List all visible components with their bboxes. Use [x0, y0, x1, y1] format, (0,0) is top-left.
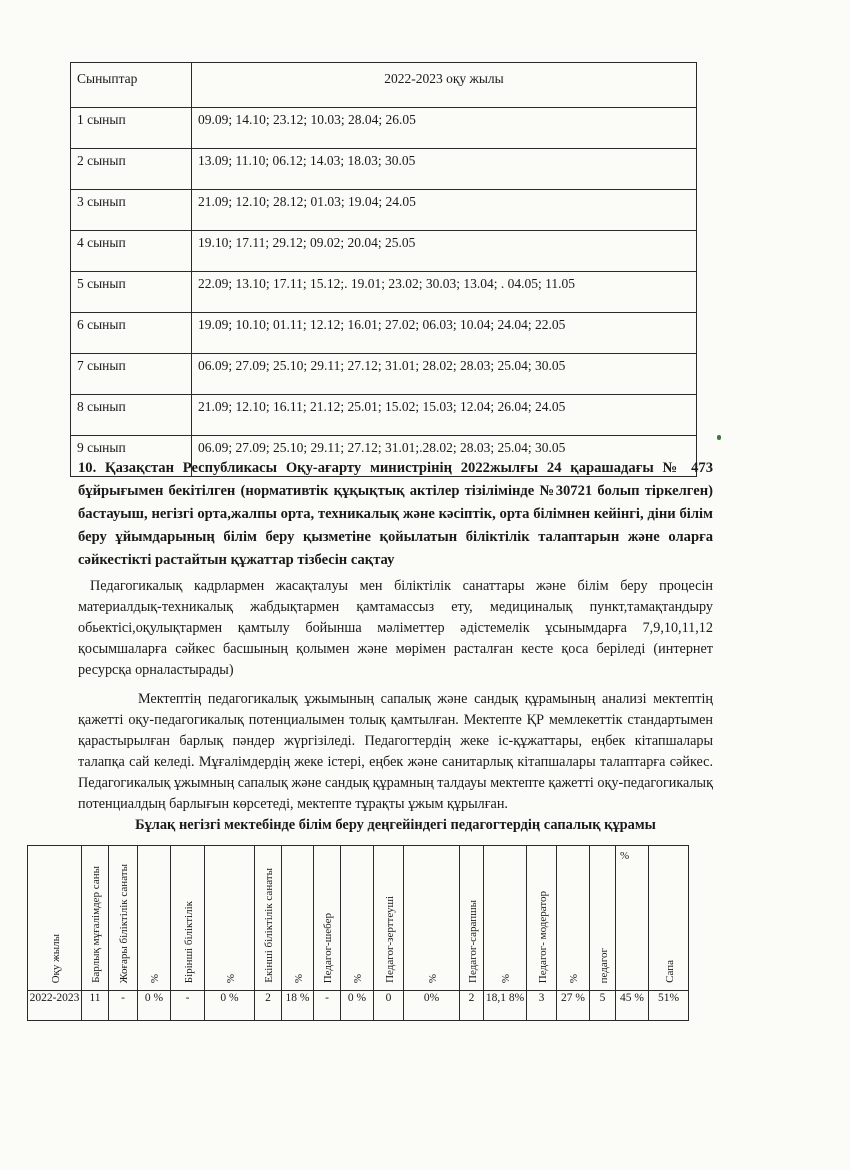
staff-header-row: [28, 846, 689, 991]
schedule-row: [71, 395, 697, 436]
cell-percent: 0 %: [205, 991, 255, 1021]
cell-researcher: 0: [374, 991, 404, 1021]
cell-expert: 2: [460, 991, 484, 1021]
header-moderator: Педагог- модератор: [527, 846, 557, 991]
cell-total: 11: [82, 991, 109, 1021]
dates-cell: 21.09; 12.10; 16.11; 21.12; 25.01; 15.02; 15.03; 12.04; 26.04; 24.05: [192, 395, 697, 436]
grade-cell: 9 сынып: [71, 436, 192, 477]
cell-year: 2022-2023: [28, 991, 82, 1021]
header-percent: %: [205, 846, 255, 991]
staff-data-row: [28, 991, 689, 1021]
cell-percent: 18 %: [282, 991, 314, 1021]
cell-percent: 18,1 8%: [484, 991, 527, 1021]
header-year: Оқу жылы: [28, 846, 82, 991]
header-percent: %: [616, 846, 649, 991]
header-percent: %: [484, 846, 527, 991]
schedule-header-year: 2022-2023 оқу жылы: [192, 63, 697, 108]
schedule-table: [70, 62, 697, 477]
schedule-header-row: [71, 63, 697, 108]
grade-cell: 2 сынып: [71, 149, 192, 190]
schedule-row: [71, 190, 697, 231]
schedule-row: [71, 272, 697, 313]
grade-cell: 8 сынып: [71, 395, 192, 436]
cell-percent: 0 %: [341, 991, 374, 1021]
dates-cell: 13.09; 11.10; 06.12; 14.03; 18.03; 30.05: [192, 149, 697, 190]
schedule-row: [71, 149, 697, 190]
cell-percent: 0%: [404, 991, 460, 1021]
grade-cell: 3 сынып: [71, 190, 192, 231]
header-total-teachers: Барлық мұғалімдер саны: [82, 846, 109, 991]
dates-cell: 19.10; 17.11; 29.12; 09.02; 20.04; 25.05: [192, 231, 697, 272]
header-expert: Педагог-сарапшы: [460, 846, 484, 991]
header-percent: %: [282, 846, 314, 991]
grade-cell: 4 сынып: [71, 231, 192, 272]
cell-highest: -: [109, 991, 138, 1021]
dates-cell: 06.09; 27.09; 25.10; 29.11; 27.12; 31.01; 28.02; 28.03; 25.04; 30.05: [192, 354, 697, 395]
dates-cell: 09.09; 14.10; 23.12; 10.03; 28.04; 26.05: [192, 108, 697, 149]
cell-percent: 0 %: [138, 991, 171, 1021]
header-teacher: педагог: [590, 846, 616, 991]
dates-cell: 21.09; 12.10; 28.12; 01.03; 19.04; 24.05: [192, 190, 697, 231]
dates-cell: 19.09; 10.10; 01.11; 12.12; 16.01; 27.02; 06.03; 10.04; 24.04; 22.05: [192, 313, 697, 354]
cell-percent: 27 %: [557, 991, 590, 1021]
header-quality: Сапа: [649, 846, 689, 991]
grade-cell: 7 сынып: [71, 354, 192, 395]
header-percent: %: [341, 846, 374, 991]
grade-cell: 6 сынып: [71, 313, 192, 354]
grade-cell: 1 сынып: [71, 108, 192, 149]
cell-first: -: [171, 991, 205, 1021]
dates-cell: 06.09; 27.09; 25.10; 29.11; 27.12; 31.01;.28.02; 28.03; 25.04; 30.05: [192, 436, 697, 477]
header-highest-category: Жоғары біліктілік санаты: [109, 846, 138, 991]
schedule-row: [71, 313, 697, 354]
section-10: [78, 457, 713, 834]
header-master-teacher: Педагог-шебер: [314, 846, 341, 991]
cell-quality: 51%: [649, 991, 689, 1021]
cell-percent: 45 %: [616, 991, 649, 1021]
cell-master: -: [314, 991, 341, 1021]
cell-teacher: 5: [590, 991, 616, 1021]
header-percent: %: [557, 846, 590, 991]
schedule-row: [71, 231, 697, 272]
header-percent: %: [404, 846, 460, 991]
paragraph-staffing: Педагогикалық кадрлармен жасақталуы мен біліктілік санаттары және білім беру процесін материалдық-техникалық жабдықтармен қамтамассыз ету, медициналық пункт,тамақтандыру обьектісі,оқулықтармен қамтылу бойынша мәліметтер әдістемелік ұсынымдарға 7,9,10,11,12 қосымшаларға сәйкес басшының қолымен және мөрімен расталған кесте қоса беріледі (интернет ресурсқа орналастырады): [78, 578, 713, 678]
schedule-row: [71, 108, 697, 149]
header-researcher: Педагог-зерттеуші: [374, 846, 404, 991]
schedule-header-grades: Сыныптар: [71, 63, 192, 108]
paragraph-analysis: Мектептің педагогикалық ұжымының сапалық және сандық құрамының анализі мектептің қажетті оқу-педагогикалық потенциалымен толық қамтылған. Мектепте ҚР мемлекеттік стандартымен қарастырылған барлық пәндер жүргізіледі. Педагогтердің жеке іс-құжаттары, еңбек кітапшалары талапқа сай келеді. Мұғалімдердің жеке істері, еңбек және санитарлық кітапшалары талаптарға сәйкес. Педагогикалық ұжымның сапалық және сандық құрамның талдауы мектепте қажетті оқу-педагогикалық потенциалдың барлығын көрсетеді, мектепте тұрақты ұжым құрылған.: [78, 691, 713, 812]
header-first-category: Бірінші біліктілік: [171, 846, 205, 991]
schedule-row: [71, 354, 697, 395]
cell-second: 2: [255, 991, 282, 1021]
cell-moderator: 3: [527, 991, 557, 1021]
ink-dot: [717, 435, 721, 440]
header-second-category: Екінші біліктілік санаты: [255, 846, 282, 991]
header-percent: %: [138, 846, 171, 991]
dates-cell: 22.09; 13.10; 17.11; 15.12;. 19.01; 23.02; 30.03; 13.04; . 04.05; 11.05: [192, 272, 697, 313]
grade-cell: 5 сынып: [71, 272, 192, 313]
staff-quality-table: [27, 845, 689, 1021]
staff-table-title: Бұлақ негізгі мектебінде білім беру деңгейіндегі педагогтердің сапалық құрамы: [135, 817, 656, 833]
section-heading: 10. Қазақстан Республикасы Оқу-ағарту министрінің 2022жылғы 24 қарашадағы № 473 бұйрығымен бекітілген (нормативтік құқықтық актілер тізілімінде №30721 болып тіркелген) бастауыш, негізгі орта,жалпы орта, техникалық және кәсіптік, орта білімнен кейінгі, діни білім беру ұйымдарының білім беру қызметіне қойылатын біліктілік талаптарын және оларға сәйкестікті растайтын құжаттар тізбесін сақтау: [78, 460, 713, 568]
